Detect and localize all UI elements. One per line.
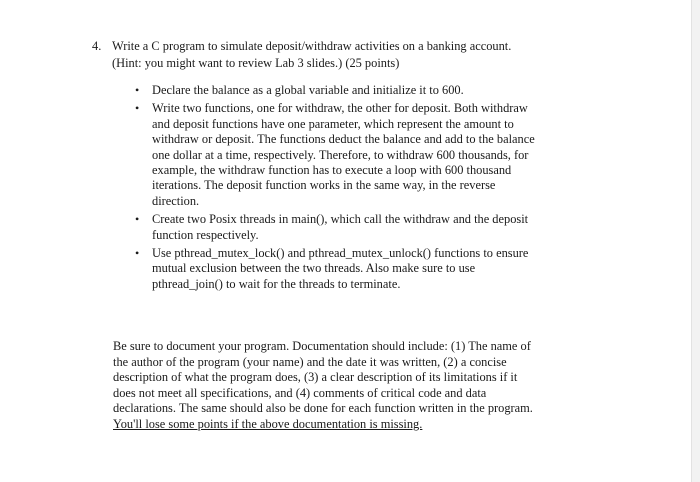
question-heading: [92, 38, 592, 71]
requirement-item-1: [135, 83, 580, 98]
bullet-icon: •: [135, 83, 140, 97]
requirement-4-line-2: mutual exclusion between the two threads. Also make sure to use: [152, 261, 476, 276]
requirement-3-line-2: function respectively.: [152, 227, 259, 242]
bullet-icon: •: [135, 101, 140, 116]
documentation-line-1: Be sure to document your program. Documentation should include: (1) The name of: [113, 339, 531, 353]
bullet-icon: •: [135, 246, 140, 261]
question-line-2: (Hint: you might want to review Lab 3 slides.) (25 points): [112, 55, 400, 70]
page-edge-divider: [691, 0, 700, 482]
requirement-4-line-3: pthread_join() to wait for the threads to terminate.: [152, 276, 401, 291]
requirement-item-2: [135, 101, 580, 209]
requirement-2-line-4: one dollar at a time, respectively. Therefore, to withdraw 600 thousands, for: [152, 147, 529, 162]
requirement-1-line-1: Declare the balance as a global variable and initialize it to 600.: [152, 83, 464, 97]
documentation-line-4: does not meet all specifications, and (4) comments of critical code and data: [113, 385, 487, 400]
documentation-line-3: description of what the program does, (3) a clear description of its limitations if it: [113, 370, 518, 385]
documentation-instructions: [113, 339, 583, 433]
requirement-4-line-1: Use pthread_mutex_lock() and pthread_mutex_unlock() functions to ensure: [152, 246, 529, 261]
requirement-item-4: [135, 246, 580, 292]
documentation-line-2: the author of the program (your name) and the date it was written, (2) a concise: [113, 354, 507, 369]
requirement-2-line-3: withdraw or deposit. The functions deduct the balance and add to the balance: [152, 132, 535, 147]
requirement-2-line-6: iterations. The deposit function works in the same way, in the reverse: [152, 178, 496, 193]
bullet-icon: •: [135, 212, 140, 227]
requirement-2-line-5: example, the withdraw function has to execute a loop with 600 thousand: [152, 163, 512, 178]
question-prompt: [112, 38, 592, 71]
question-number: 4.: [92, 39, 102, 53]
requirement-2-line-2: and deposit functions have one parameter, which represent the amount to: [152, 116, 514, 131]
question-line-1: Write a C program to simulate deposit/withdraw activities on a banking account.: [112, 39, 512, 53]
documentation-line-5: declarations. The same should also be done for each function written in the program.: [113, 401, 533, 416]
requirement-2-line-7: direction.: [152, 193, 200, 208]
requirement-item-3: [135, 212, 580, 243]
requirement-3-line-1: Create two Posix threads in main(), which call the withdraw and the deposit: [152, 212, 529, 227]
documentation-warning: You'll lose some points if the above documentation is missing.: [113, 416, 423, 431]
requirement-2-line-1: Write two functions, one for withdraw, the other for deposit. Both withdraw: [152, 101, 528, 116]
requirements-list: [135, 83, 580, 295]
